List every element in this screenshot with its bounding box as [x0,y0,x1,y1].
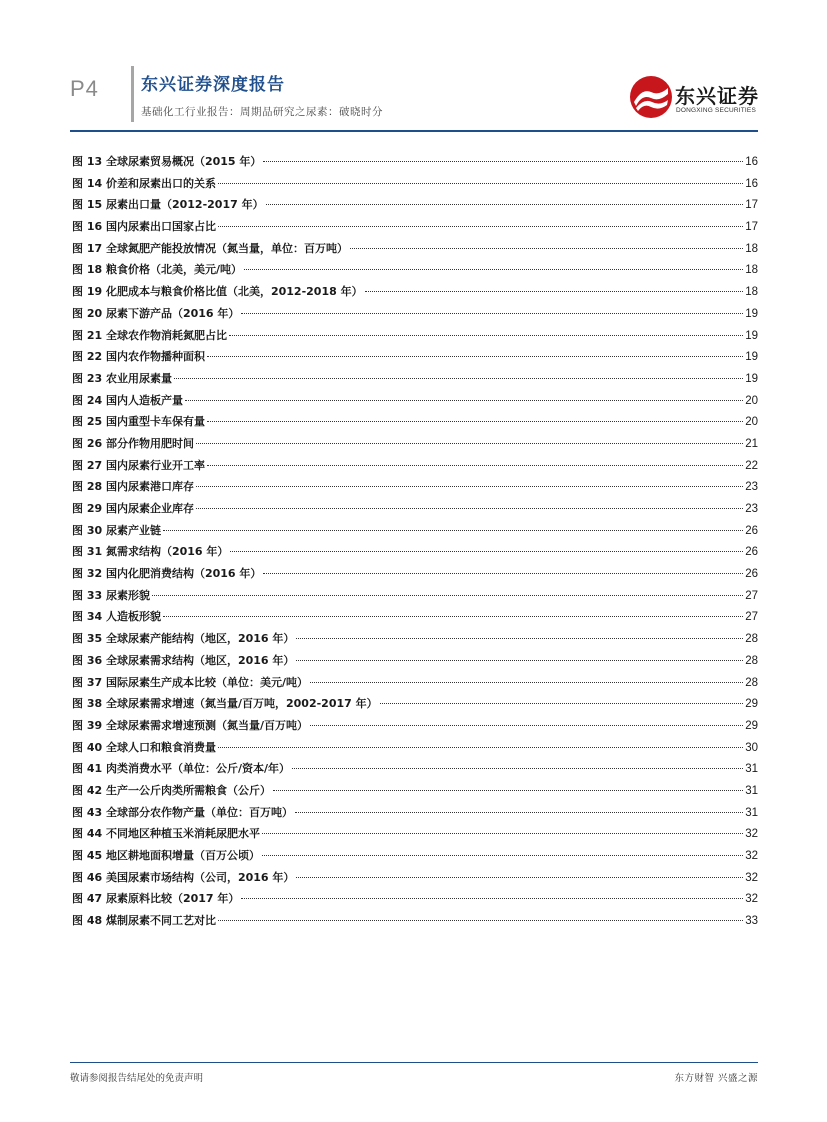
toc-entry[interactable] [72,433,758,455]
toc-entry[interactable] [72,541,758,563]
toc-leader-dots [163,616,743,617]
toc-leader-dots [380,703,744,704]
toc-entry[interactable] [72,693,758,715]
toc-leader-dots [218,747,743,748]
toc-entry-page: 33 [745,915,758,928]
toc-entry-page: 18 [745,264,758,277]
toc-entry[interactable] [72,216,758,238]
toc-entry-page: 27 [745,589,758,602]
toc-leader-dots [241,898,743,899]
toc-entry-page: 31 [745,806,758,819]
toc-entry-label: 图 16 国内尿素出口国家占比 [72,220,216,234]
toc-leader-dots [244,269,743,270]
toc-leader-dots [350,248,743,249]
toc-entry[interactable] [72,520,758,542]
toc-entry-label: 图 20 尿素下游产品（2016 年） [72,306,240,320]
toc-entry-label: 图 19 化肥成本与粮食价格比值（北美，2012-2018 年） [72,285,363,299]
toc-entry-label: 图 36 全球尿素需求结构（地区，2016 年） [72,653,295,667]
toc-entry-page: 26 [745,524,758,537]
toc-entry[interactable] [72,194,758,216]
toc-leader-dots [152,595,743,596]
toc-entry-page: 28 [745,633,758,646]
toc-entry-label: 图 18 粮食价格（北美，美元/吨） [72,263,242,277]
toc-entry[interactable] [72,498,758,520]
header-rule [70,130,758,132]
page-header [0,0,827,140]
toc-entry-page: 23 [745,503,758,515]
toc-leader-dots [296,877,743,878]
toc-entry-label: 图 42 生产一公斤肉类所需粮食（公斤） [72,783,271,797]
toc-leader-dots [310,682,743,683]
toc-entry[interactable] [72,455,758,477]
toc-leader-dots [241,313,743,314]
toc-entry[interactable] [72,650,758,672]
toc-entry[interactable] [72,888,758,910]
toc-entry-page: 19 [745,329,758,342]
toc-entry-label: 图 22 国内农作物播种面积 [72,350,205,364]
toc-entry-page: 18 [745,286,758,299]
toc-entry-label: 图 21 全球农作物消耗氮肥占比 [72,328,227,342]
toc-leader-dots [174,378,743,379]
toc-entry[interactable] [72,173,758,195]
toc-entry-label: 图 40 全球人口和粮食消费量 [72,740,216,754]
toc-entry-page: 20 [745,416,758,429]
toc-entry-label: 图 39 全球尿素需求增速预测（氮当量/百万吨） [72,718,308,732]
toc-entry-label: 图 41 肉类消费水平（单位：公斤/资本/年） [72,762,291,776]
toc-entry[interactable] [72,867,758,889]
toc-entry-page: 26 [745,568,758,581]
toc-leader-dots [196,443,743,444]
toc-entry-page: 26 [745,546,758,559]
toc-entry[interactable] [72,151,758,173]
dongxing-logo-icon [628,74,674,120]
toc-entry-label: 图 43 全球部分农作物产量（单位：百万吨） [72,805,293,819]
toc-entry-label: 图 25 国内重型卡车保有量 [72,415,205,429]
toc-entry[interactable] [72,238,758,260]
company-logo [628,74,768,124]
report-subtitle: 基础化工行业报告：周期品研究之尿素：破晓时分 [141,106,383,118]
toc-entry[interactable] [72,780,758,802]
toc-leader-dots [185,400,743,401]
toc-entry-page: 31 [745,763,758,776]
footer-disclaimer: 敬请参阅报告结尾处的免责声明 [70,1073,204,1084]
toc-entry-page: 21 [745,437,758,450]
toc-entry-label: 图 32 国内化肥消费结构（2016 年） [72,567,262,581]
toc-entry-page: 28 [745,654,758,667]
toc-entry-page: 32 [745,871,758,884]
toc-leader-dots [310,725,743,726]
toc-entry-label: 图 46 美国尿素市场结构（公司，2016 年） [72,870,295,884]
toc-leader-dots [292,768,743,769]
toc-leader-dots [296,660,743,661]
toc-entry[interactable] [72,910,758,932]
toc-entry-page: 30 [745,741,758,754]
toc-entry[interactable] [72,476,758,498]
toc-entry[interactable] [72,281,758,303]
toc-entry[interactable] [72,585,758,607]
toc-leader-dots [207,356,743,357]
toc-entry[interactable] [72,303,758,325]
toc-entry[interactable] [72,802,758,824]
toc-entry-label: 图 45 地区耕地面积增量（百万公顷） [72,849,260,862]
toc-entry-label: 图 38 全球尿素需求增速（氮当量/百万吨，2002-2017 年） [72,697,378,711]
toc-entry-page: 19 [745,351,758,364]
toc-entry-label: 图 13 全球尿素贸易概况（2015 年） [72,155,262,168]
toc-entry-label: 图 29 国内尿素企业库存 [72,502,194,515]
toc-leader-dots [263,161,743,162]
toc-entry-label: 图 26 部分作物用肥时间 [72,436,194,450]
toc-leader-dots [218,920,743,921]
toc-entry-label: 图 47 尿素原料比较（2017 年） [72,892,240,906]
toc-entry-label: 图 28 国内尿素港口库存 [72,480,194,494]
toc-leader-dots [218,183,743,184]
toc-entry-label: 图 44 不同地区种植玉米消耗尿肥水平 [72,827,260,841]
toc-entry-page: 20 [745,394,758,407]
toc-entry-page: 19 [745,307,758,320]
page-number: P4 [70,76,99,101]
toc-entry[interactable] [72,758,758,780]
toc-entry[interactable] [72,845,758,867]
toc-entry-page: 32 [745,850,758,862]
toc-entry-page: 27 [745,611,758,624]
toc-leader-dots [207,421,743,422]
toc-entry[interactable] [72,368,758,390]
toc-leader-dots [163,530,743,531]
toc-entry-label: 图 24 国内人造板产量 [72,393,183,407]
toc-entry[interactable] [72,628,758,650]
toc-leader-dots [295,812,743,813]
logo-name-cn: 东兴证券 [675,84,759,108]
toc-entry-page: 17 [745,199,758,212]
toc-entry[interactable] [72,823,758,845]
footer-slogan: 东方财智 兴盛之源 [674,1073,758,1084]
toc-entry-page: 32 [745,893,758,906]
toc-entry-page: 29 [745,719,758,732]
toc-entry-label: 图 23 农业用尿素量 [72,371,172,385]
toc-entry-page: 31 [745,784,758,797]
toc-entry-page: 16 [745,156,758,168]
toc-entry-page: 22 [745,459,758,472]
toc-leader-dots [266,204,744,205]
toc-entry[interactable] [72,715,758,737]
toc-entry[interactable] [72,411,758,433]
toc-leader-dots [296,638,743,639]
toc-entry[interactable] [72,563,758,585]
toc-entry-page: 28 [745,676,758,689]
toc-leader-dots [262,833,743,834]
toc-entry-label: 图 30 尿素产业链 [72,523,161,537]
toc-entry-label: 图 27 国内尿素行业开工率 [72,458,205,472]
toc-entry[interactable] [72,346,758,368]
toc-entry-page: 23 [745,481,758,494]
footer-rule [70,1062,758,1063]
toc-entry-page: 32 [745,828,758,841]
toc-entry-page: 16 [745,177,758,190]
toc-entry-label: 图 31 氮需求结构（2016 年） [72,545,229,559]
toc-entry[interactable] [72,259,758,281]
toc-leader-dots [263,573,743,574]
toc-entry-label: 图 35 全球尿素产能结构（地区，2016 年） [72,632,295,646]
toc-entry-page: 17 [745,221,758,234]
toc-entry-label: 图 33 尿素形貌 [72,588,150,602]
report-title: 东兴证券深度报告 [141,75,285,95]
toc-entry-page: 18 [745,242,758,255]
toc-entry[interactable] [72,325,758,347]
toc-entry-label: 图 14 价差和尿素出口的关系 [72,176,216,190]
toc-entry-page: 19 [745,372,758,385]
toc-entry[interactable] [72,672,758,694]
toc-leader-dots [365,291,744,292]
toc-entry-label: 图 37 国际尿素生产成本比较（单位：美元/吨） [72,675,308,689]
toc-entry-label: 图 48 煤制尿素不同工艺对比 [72,914,216,928]
toc-leader-dots [230,551,743,552]
toc-entry[interactable] [72,390,758,412]
toc-entry[interactable] [72,606,758,628]
figure-list [72,151,758,932]
toc-entry-label: 图 15 尿素出口量（2012-2017 年） [72,198,264,212]
toc-entry[interactable] [72,737,758,759]
toc-leader-dots [218,226,743,227]
toc-leader-dots [273,790,743,791]
toc-entry-page: 29 [745,698,758,711]
toc-leader-dots [196,486,743,487]
logo-name-en: DONGXING SECURITIES [676,107,757,114]
toc-leader-dots [196,508,743,509]
toc-leader-dots [229,335,743,336]
toc-leader-dots [207,465,743,466]
toc-leader-dots [262,855,743,856]
toc-entry-label: 图 17 全球氮肥产能投放情况（氮当量，单位：百万吨） [72,241,348,255]
toc-entry-label: 图 34 人造板形貌 [72,610,161,624]
header-divider [131,66,134,122]
